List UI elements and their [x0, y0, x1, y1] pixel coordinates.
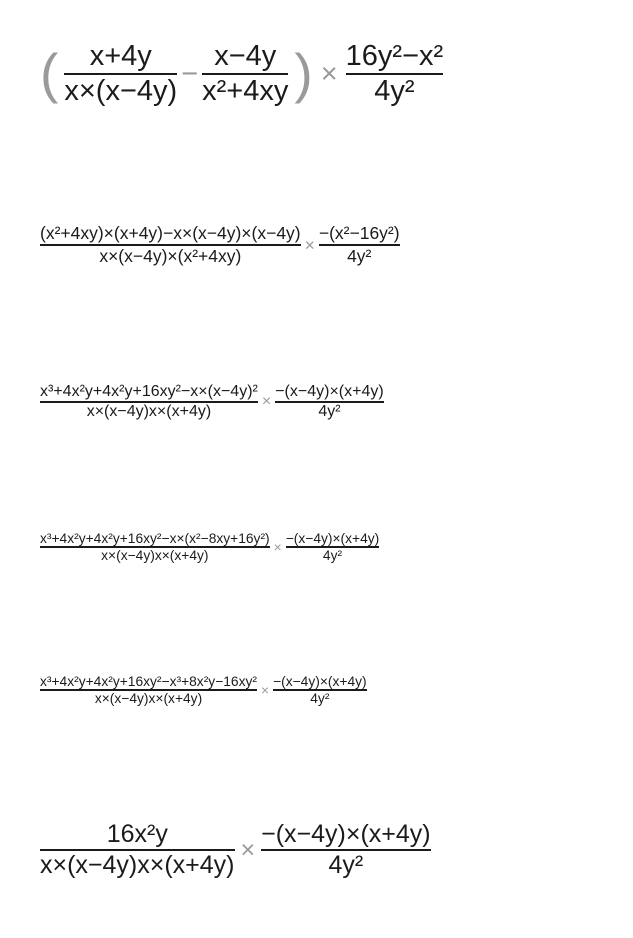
- fraction-2: [319, 223, 400, 267]
- fraction-1-numerator: (x²+4xy)×(x+4y)−x×(x−4y)×(x−4y): [40, 223, 301, 244]
- fraction-2-numerator: −(x−4y)×(x+4y): [261, 820, 431, 849]
- fraction-2-numerator: −(x−4y)×(x+4y): [273, 674, 367, 690]
- fraction-2: [286, 531, 380, 563]
- fraction-3-numerator: 16y²−x²: [345, 40, 444, 73]
- fraction-3-denominator: 4y²: [374, 74, 415, 107]
- fraction-1: [40, 223, 301, 267]
- fraction-1-numerator: x+4y: [89, 40, 152, 73]
- fraction-1-numerator: x³+4x²y+4x²y+16xy²−x³+8x²y−16xy²: [40, 674, 257, 690]
- fraction-2-numerator: −(x²−16y²): [318, 223, 400, 244]
- fraction-1: [40, 674, 257, 706]
- expression-row: [40, 512, 379, 582]
- minus-operator: −: [181, 57, 199, 90]
- fraction-1: [40, 383, 258, 421]
- fraction-2-numerator: −(x−4y)×(x+4y): [285, 531, 380, 547]
- expression-row: [40, 790, 431, 910]
- fraction-1-denominator: x×(x−4y)×(x²+4xy): [99, 245, 242, 266]
- fraction-2: [273, 674, 367, 706]
- fraction-2-numerator: x−4y: [214, 40, 277, 73]
- fraction-1: [40, 531, 270, 563]
- fraction-2: [275, 383, 383, 421]
- fraction-1-numerator: 16x²y: [106, 820, 168, 849]
- times-operator: ×: [261, 682, 270, 698]
- expression-row: [40, 655, 367, 725]
- fraction-2-denominator: 4y²: [318, 402, 341, 420]
- expression-row: [40, 205, 400, 285]
- fraction-1-denominator: x×(x−4y)x×(x+4y): [101, 547, 209, 563]
- fraction-1-numerator: x³+4x²y+4x²y+16xy²−x×(x²−8xy+16y²): [40, 531, 270, 547]
- times-operator: ×: [240, 835, 256, 864]
- fraction-1-numerator: x³+4x²y+4x²y+16xy²−x×(x−4y)²: [40, 383, 258, 401]
- fraction-2-denominator: 4y²: [328, 850, 364, 879]
- fraction-2-denominator: 4y²: [310, 690, 330, 706]
- fraction-2-denominator: 4y²: [322, 547, 343, 563]
- expression-row: [40, 14, 443, 134]
- times-operator: ×: [273, 539, 282, 555]
- fraction-1: [40, 820, 235, 880]
- fraction-1-denominator: x×(x−4y)x×(x+4y): [94, 690, 203, 706]
- times-operator: ×: [261, 393, 272, 410]
- open-paren: (: [40, 42, 59, 105]
- fraction-3: [346, 40, 444, 108]
- fraction-1: [64, 40, 177, 108]
- fraction-1-denominator: x×(x−4y)x×(x+4y): [40, 850, 235, 879]
- fraction-1-denominator: x×(x−4y): [64, 74, 178, 107]
- times-operator: ×: [320, 57, 338, 90]
- expression-row: [40, 362, 384, 442]
- fraction-2: [261, 820, 431, 880]
- close-paren: ): [294, 42, 313, 105]
- fraction-2-numerator: −(x−4y)×(x+4y): [275, 383, 384, 401]
- fraction-2-denominator: 4y²: [347, 245, 372, 266]
- fraction-2: [202, 40, 288, 108]
- fraction-2-denominator: x²+4xy: [202, 74, 289, 107]
- times-operator: ×: [304, 234, 315, 255]
- fraction-1-denominator: x×(x−4y)x×(x+4y): [86, 402, 212, 420]
